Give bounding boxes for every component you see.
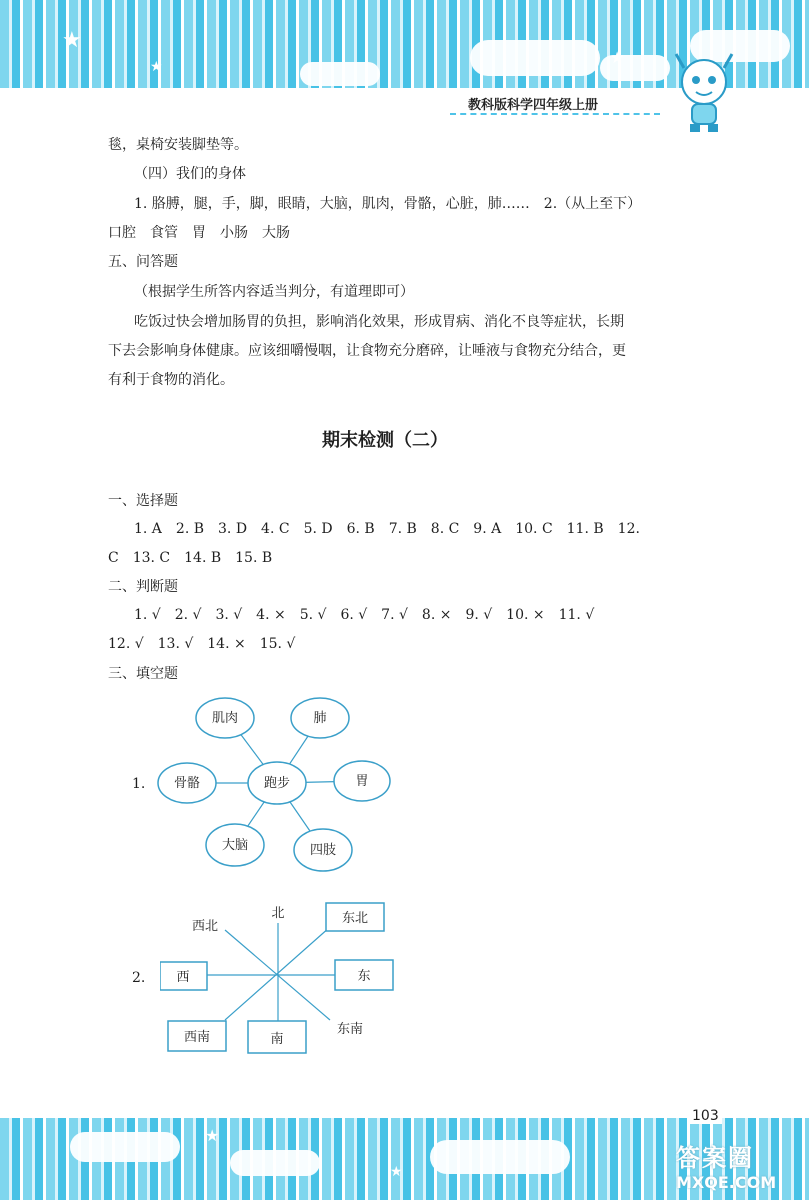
concept-map-diagram [150,690,410,880]
section-heading: 一、选择题 [108,493,178,509]
watermark [676,1138,804,1196]
answer-line: 1. √ 2. √ 3. √ 4. × 5. √ 6. √ 7. √ 8. × 9. √ 10. × 11. √ [134,607,595,623]
compass-directions-diagram [160,895,410,1065]
cloud-decoration [300,62,380,86]
direction-label-north: 北 [271,906,285,921]
star-icon: ★ [62,28,82,53]
text-line: 有利于食物的消化。 [108,372,234,388]
answer-line: 12. √ 13. √ 14. × 15. √ [108,636,296,652]
text-line: （根据学生所答内容适当判分，有道理即可） [134,284,414,300]
node-label: 肺 [313,711,327,726]
question-number: 2. [132,970,146,986]
section-heading: 五、问答题 [108,254,178,270]
section-heading: （四）我们的身体 [134,166,246,182]
watermark-title: 答案圈 [676,1144,754,1172]
text-line: 1. 胳膊，腿，手，脚，眼睛，大脑，肌肉，骨骼，心脏，肺…… 2.（从上至下） [134,196,642,212]
star-icon: ★ [610,48,625,67]
direction-label-south: 南 [270,1032,284,1047]
page-number: 103 [689,1108,722,1124]
node-label: 大脑 [221,838,249,853]
text-line: 毯，桌椅安装脚垫等。 [108,137,248,153]
answer-line: C 13. C 14. B 15. B [108,550,273,566]
cloud-decoration [70,1132,180,1162]
center-node-label: 跑步 [263,776,291,791]
node-label: 胃 [355,774,369,789]
watermark-url: MXQE.COM [676,1173,777,1192]
page-title: 期末检测（二） [322,430,448,451]
star-icon: ★ [150,59,163,75]
direction-label-northeast: 东北 [341,911,369,926]
mascot-icon [668,48,740,134]
section-heading: 二、判断题 [108,579,178,595]
section-heading: 三、填空题 [108,666,178,682]
cloud-decoration [430,1140,570,1174]
node-label: 肌肉 [211,711,239,726]
direction-label-west: 西 [176,970,190,985]
node-label: 四肢 [309,843,337,858]
cloud-decoration [470,40,600,76]
direction-label-northwest: 西北 [191,919,219,934]
star-icon: ★ [390,1164,403,1180]
direction-label-east: 东 [357,969,371,984]
answer-line: 1. A 2. B 3. D 4. C 5. D 6. B 7. B 8. C 9. A 10. C 11. B 12. [134,521,640,537]
direction-label-southwest: 西南 [183,1030,211,1045]
text-line: 下去会影响身体健康。应该细嚼慢咽，让食物充分磨碎，让唾液与食物充分结合，更 [108,343,626,359]
text-line: 口腔 食管 胃 小肠 大肠 [108,225,290,241]
cloud-decoration [230,1150,320,1176]
question-number: 1. [132,776,146,792]
text-line: 吃饭过快会增加肠胃的负担，影响消化效果，形成胃病、消化不良等症状，长期 [134,314,624,330]
direction-label-southeast: 东南 [336,1022,364,1037]
node-label: 骨骼 [173,776,201,791]
star-icon: ★ [205,1126,220,1145]
book-title: 教科版科学四年级上册 [468,98,599,113]
header-divider [450,113,660,115]
